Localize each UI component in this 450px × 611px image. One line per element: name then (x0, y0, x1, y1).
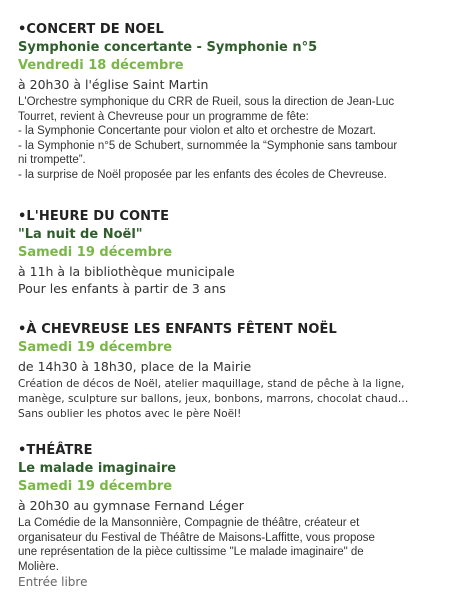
event-date: Samedi 19 décembre (18, 245, 173, 260)
event-theatre (18, 443, 444, 590)
event-description-line: organisateur du Festival de Théâtre de Maisons-Laffitte, vous propose (18, 531, 375, 544)
event-info (18, 76, 444, 93)
event-heure-du-conte (18, 209, 444, 297)
event-date: Vendredi 18 décembre (18, 58, 184, 73)
event-description-line: une représentation de la pièce cultissime "Le malade imaginaire" de (18, 546, 364, 558)
event-description-line: Tourret, revient à Chevreuse pour un programme de fête: (18, 110, 309, 123)
event-description (18, 516, 444, 574)
event-description-line: Sans oublier les photos avec le père Noël! (18, 408, 242, 420)
event-description-line: L'Orchestre symphonique du CRR de Rueil, sous la direction de Jean-Luc (18, 96, 395, 108)
event-description-line: - la Symphonie Concertante pour violon et alto et orchestre de Mozart. (18, 125, 376, 137)
event-info (18, 358, 444, 375)
event-info-line: à 11h à la bibliothèque municipale (18, 264, 235, 279)
event-category: •À CHEVREUSE LES ENFANTS FÊTENT NOËL (18, 322, 337, 337)
event-description-line: - la surprise de Noël proposée par les enfants des écoles de Chevreuse. (18, 168, 387, 181)
event-note: Entrée libre (18, 575, 88, 589)
event-info (18, 263, 444, 297)
event-date: Samedi 19 décembre (18, 479, 173, 494)
event-description-line: - la Symphonie n°5 de Schubert, surnommée la “Symphonie sans tambour (18, 139, 398, 152)
event-info-line: Pour les enfants à partir de 3 ans (18, 281, 226, 296)
event-category: •THÉÂTRE (18, 443, 93, 458)
event-info (18, 497, 444, 514)
event-info-line: de 14h30 à 18h30, place de la Mairie (18, 359, 252, 374)
event-subtitle: "La nuit de Noël" (18, 227, 143, 242)
event-description (18, 95, 444, 182)
event-description-line: Molière. (18, 560, 59, 573)
event-concert-de-noel (18, 22, 444, 182)
event-date: Samedi 19 décembre (18, 340, 173, 355)
event-info-line: à 20h30 à l'église Saint Martin (18, 77, 209, 92)
event-description-line: La Comédie de la Mansonnière, Compagnie de théâtre, créateur et (18, 517, 360, 529)
event-info-line: à 20h30 au gymnase Fernand Léger (18, 498, 244, 513)
event-enfants-fetent-noel (18, 322, 444, 422)
event-description (18, 377, 444, 422)
event-subtitle: Le malade imaginaire (18, 461, 177, 476)
event-category: •L'HEURE DU CONTE (18, 209, 170, 224)
event-description-line: ni trompette”. (18, 154, 86, 166)
event-description-line: manège, sculpture sur ballons, jeux, bonbons, marrons, chocolat chaud… (18, 393, 409, 405)
event-description-line: Création de décos de Noël, atelier maquillage, stand de pêche à la ligne, (18, 378, 405, 390)
event-category: •CONCERT DE NOEL (18, 22, 164, 37)
event-subtitle: Symphonie concertante - Symphonie n°5 (18, 40, 318, 55)
